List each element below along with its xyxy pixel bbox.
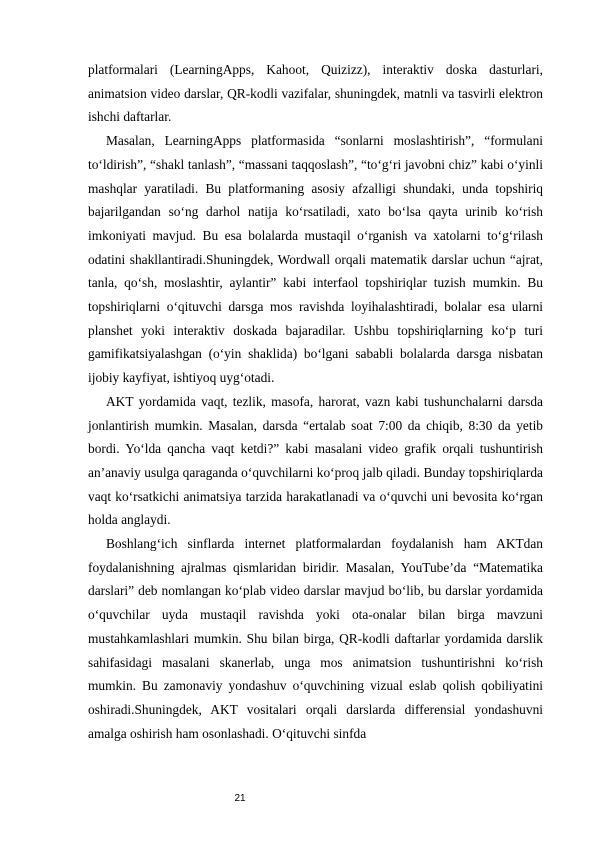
paragraph-internet-platforms: Boshlang‘ich sinflarda internet platformalardan foydalanish ham AKTdan foydalanishning ajralmas qismlaridan biridir. Masalan, YouTube’da “Matematika darslari” deb nomlangan ko‘plab video darslar mavjud bo‘lib, bu darslar yordamida o‘quvchilar uyda mustaqil ravishda yoki ota-onalar bilan birga mavzuni mustahkamlashlari mumkin. Shu bilan birga, QR-kodli daftarlar yordamida darslik sahifasidagi masalani skanerlab, unga mos animatsion tushuntirishni ko‘rish mumkin. Bu zamonaviy yondashuv o‘quvchining vizual eslab qolish qobiliyatini oshiradi.Shuningdek, AKT vositalari orqali darslarda differensial yondashuvni amalga oshirish ham osonlashadi. O‘qituvchi sinfda: [88, 536, 543, 741]
page-number: 21: [234, 793, 246, 804]
paragraph-learningapps: Masalan, LearningApps platformasida “sonlarni moslashtirish”, “formulani to‘ldirish”, “shakl tanlash”, “massani taqqoslash”, “to‘g‘ri javobni chiz” kabi o‘yinli mashqlar yaratiladi. Bu platformaning asosiy afzalligi shundaki, unda topshiriq bajarilgandan so‘ng darhol natija ko‘rsatiladi, xato bo‘lsa qayta urinib ko‘rish imkoniyati mavjud. Bu esa bolalarda mustaqil o‘rganish va xatolarni to‘g‘rilash odatini shakllantiradi.Shuningdek, Wordwall orqali matematik darslar uchun “ajrat, tanla, qo‘sh, moslashtir, aylantir” kabi interfaol topshiriqlar tuzish mumkin. Bu topshiriqlarni o‘qituvchi darsga mos ravishda loyihalashtiradi, bolalar esa ularni planshet yoki interaktiv doskada bajaradilar. Ushbu topshiriqlarning ko‘p turi gamifikatsiyalashgan (o‘yin shaklida) bo‘lgani sababli bolalarda darsga nisbatan ijobiy kayfiyat, ishtiyoq uyg‘otadi.: [88, 133, 543, 386]
page-body: [88, 58, 543, 745]
paragraph-continuation: platformalari (LearningApps, Kahoot, Quizizz), interaktiv doska dasturlari, animatsion video darslar, QR-kodli vazifalar, shuningdek, matnli va tasvirli elektron ishchi daftarlar.: [88, 62, 543, 125]
paragraph-akt-time: AKT yordamida vaqt, tezlik, masofa, harorat, vazn kabi tushunchalarni darsda jonlantirish mumkin. Masalan, darsda “ertalab soat 7:00 da chiqib, 8:30 da yetib bordi. Yo‘lda qancha vaqt ketdi?” kabi masalani video grafik orqali tushuntirish an’anaviy usulga qaraganda o‘quvchilarni ko‘proq jalb qiladi. Bunday topshiriqlarda vaqt ko‘rsatkichi animatsiya tarzida harakatlanadi va o‘quvchi uni bevosita ko‘rgan holda anglaydi.: [88, 393, 543, 528]
